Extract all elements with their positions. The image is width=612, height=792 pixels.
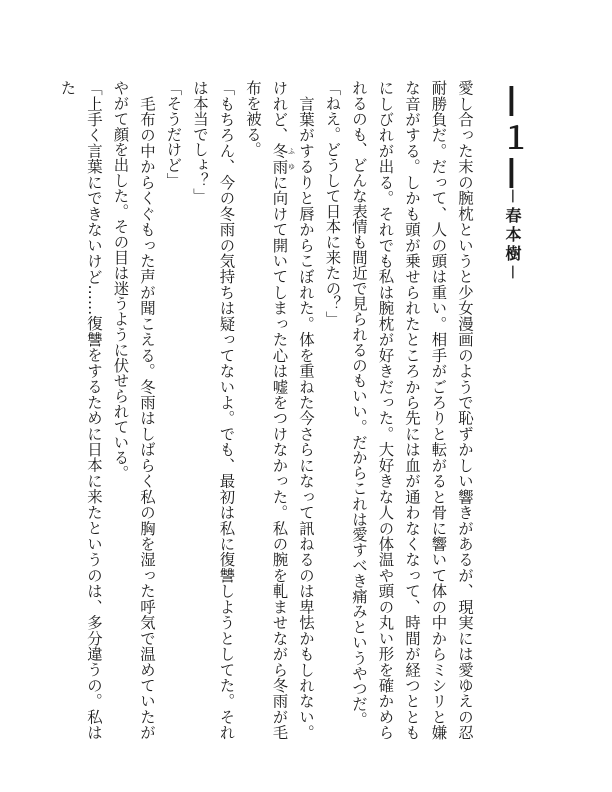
- paragraph-6: 毛布の中からくぐもった声が聞こえる。冬雨はしばらく私の胸を湿った呼気で温めていたがやがて顔を出した。その目は迷うように伏せられている。: [111, 80, 156, 740]
- chapter-number: ―１―: [495, 86, 530, 194]
- ruby-fuyu: 冬雨 ふゆ: [270, 142, 296, 175]
- paragraph-1: 愛し合った末の腕枕というと少女漫画のようで恥ずかしい響きがあるが、現実には愛ゆえの忍耐勝負だ。だって、人の頭は重い。相手がごろりと転がると骨に響いて体の中からミシリと嫌な音がする。しかも頭が乗せられたところから先には血が通わなくなって、時間が経つとともにしびれが出る。それでも私は腕枕が好きだった。大好きな人の体温や頭の丸い形を確かめられるのも、どんな表情も間近で見られるのもいい。だからこれは愛すべき痛みというやつだ。: [350, 80, 474, 740]
- chapter-title: －春本樹－: [503, 188, 522, 284]
- paragraph-3: 言葉がするりと唇からこぼれた。体を重ねた今さらになって訊ねるのは卑怯かもしれない。けれど、冬雨 ふゆに向けて開いてしまった心は嘘をつけなかった。私の腕を軋ませながら冬雨が毛布を被る。: [244, 80, 315, 740]
- body-text: [54, 80, 478, 740]
- paragraph-7: 「上手く言葉にできないけど……復讐をするために日本に来たというのは、多分違うの。私はた: [58, 80, 103, 740]
- paragraph-5: 「そうだけど」: [164, 80, 183, 188]
- paragraph-2: 「ねえ。どうして日本に来たの？」: [323, 80, 342, 327]
- paragraph-4: 「もちろん、今の冬雨の気持ちは疑ってないよ。でも、最初は私に復讐しようとしてた。それは本当でしょ？」: [191, 80, 236, 740]
